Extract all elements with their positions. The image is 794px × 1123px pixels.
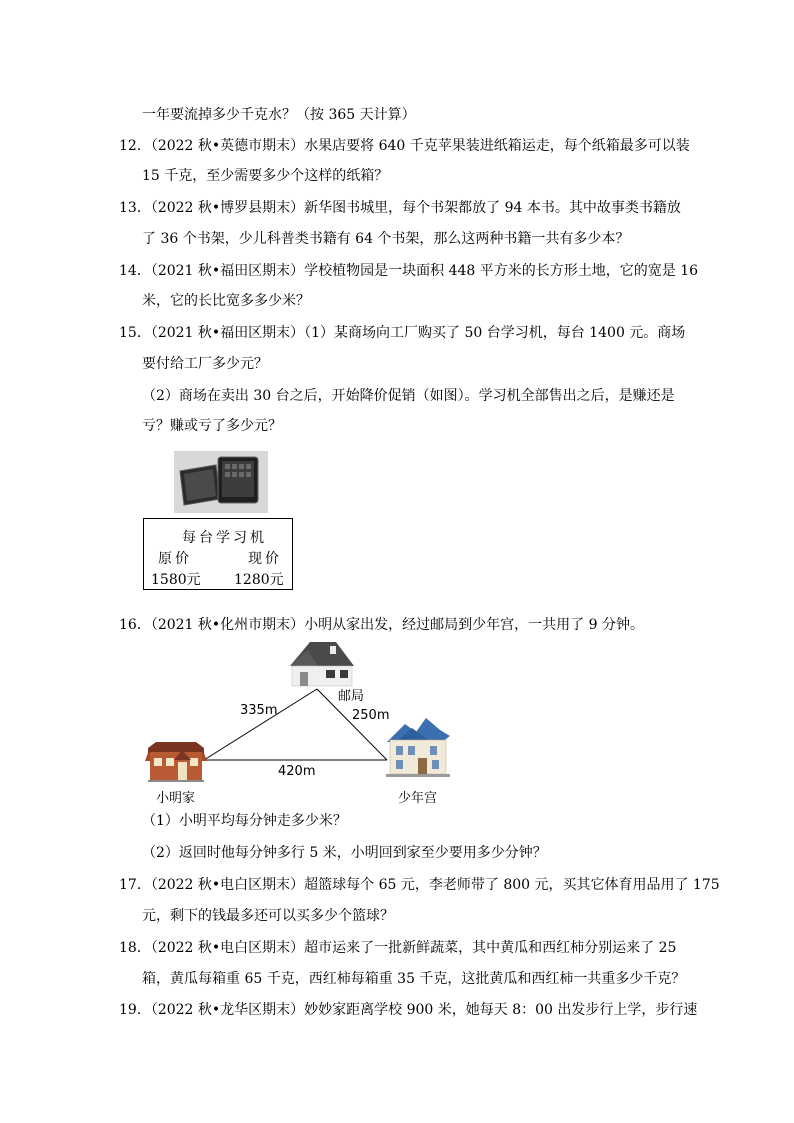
learning-machine-image [174,451,268,513]
original-price-label: 原价 [158,551,192,567]
question-16-part1: （1）小明平均每分钟走多少米？ [142,813,347,829]
price-box [143,518,293,590]
current-price-value: 1280元 [234,572,284,588]
question-16-line-1: 16．（2021 秋•化州市期末）小明从家出发，经过邮局到少年宫，一共用了 9 分钟。 [119,617,644,633]
question-15-part2-line-2: 亏？赚或亏了多少元？ [142,418,282,434]
post-office-house-icon [290,642,354,686]
question-15-line-2: 要付给工厂多少元？ [142,356,268,372]
question-18-line-2: 箱，黄瓜每箱重 65 千克，西红柿每箱重 35 千克，这批黄瓜和西红柿一共重多少千克？ [142,971,686,987]
question-19-line-1: 19．（2022 秋•龙华区期末）妙妙家距离学校 900 米，她每天 8：00 出发步行上学，步行速 [119,1002,698,1018]
question-17-line-1: 17．（2022 秋•电白区期末）超篮球每个 65 元，李老师带了 800 元，买其它体育用品用了 175 [119,877,720,893]
question-15-line-1: 15．（2021 秋•福田区期末）（1）某商场向工厂购买了 50 台学习机，每台 1400 元。商场 [119,325,686,341]
question-18-line-1: 18．（2022 秋•电白区期末）超市运来了一批新鲜蔬菜，其中黄瓜和西红柿分别运来了 25 [119,940,677,956]
question-17-line-2: 元，剩下的钱最多还可以买多少个篮球？ [142,908,394,924]
distance-post-to-palace: 250m [352,708,390,723]
text-line-1: 一年要流掉多少千克水？（按 365 天计算） [142,107,416,123]
question-14-line-2: 米，它的长比宽多多少米？ [142,293,310,309]
home-label: 小明家 [156,791,196,806]
youth-palace-house-icon [386,718,450,777]
current-price-label: 现价 [248,551,282,567]
question-14-line-1: 14．（2021 秋•福田区期末）学校植物园是一块面积 448 平方米的长方形土地，它的宽是 16 [119,263,699,279]
route-home-to-post [204,689,317,760]
question-13-line-1: 13．（2022 秋•博罗县期末）新华图书城里，每个书架都放了 94 本书。其中故事类书籍放 [119,200,681,216]
question-13-line-2: 了 36 个书架，少儿科普类书籍有 64 个书架，那么这两种书籍一共有多少本？ [142,231,630,247]
distance-home-to-post: 335m [240,703,278,718]
original-price-value: 1580元 [151,572,201,588]
post-office-label: 邮局 [338,689,365,704]
question-16-part2: （2）返回时他每分钟多行 5 米，小明回到家至少要用多少分钟？ [142,845,547,861]
price-box-title: 每台学习机 [182,530,267,546]
distance-home-to-palace: 420m [278,764,316,779]
home-house-icon [145,742,207,782]
youth-palace-label: 少年宫 [398,791,438,806]
question-15-part2-line-1: （2）商场在卖出 30 台之后，开始降价促销（如图）。学习机全部售出之后，是赚还是 [142,388,675,404]
question-12-line-1: 12．（2022 秋•英德市期末）水果店要将 640 千克苹果装进纸箱运走，每个纸箱最多可以装 [119,138,690,154]
question-12-line-2: 15 千克，至少需要多少个这样的纸箱？ [142,168,389,184]
